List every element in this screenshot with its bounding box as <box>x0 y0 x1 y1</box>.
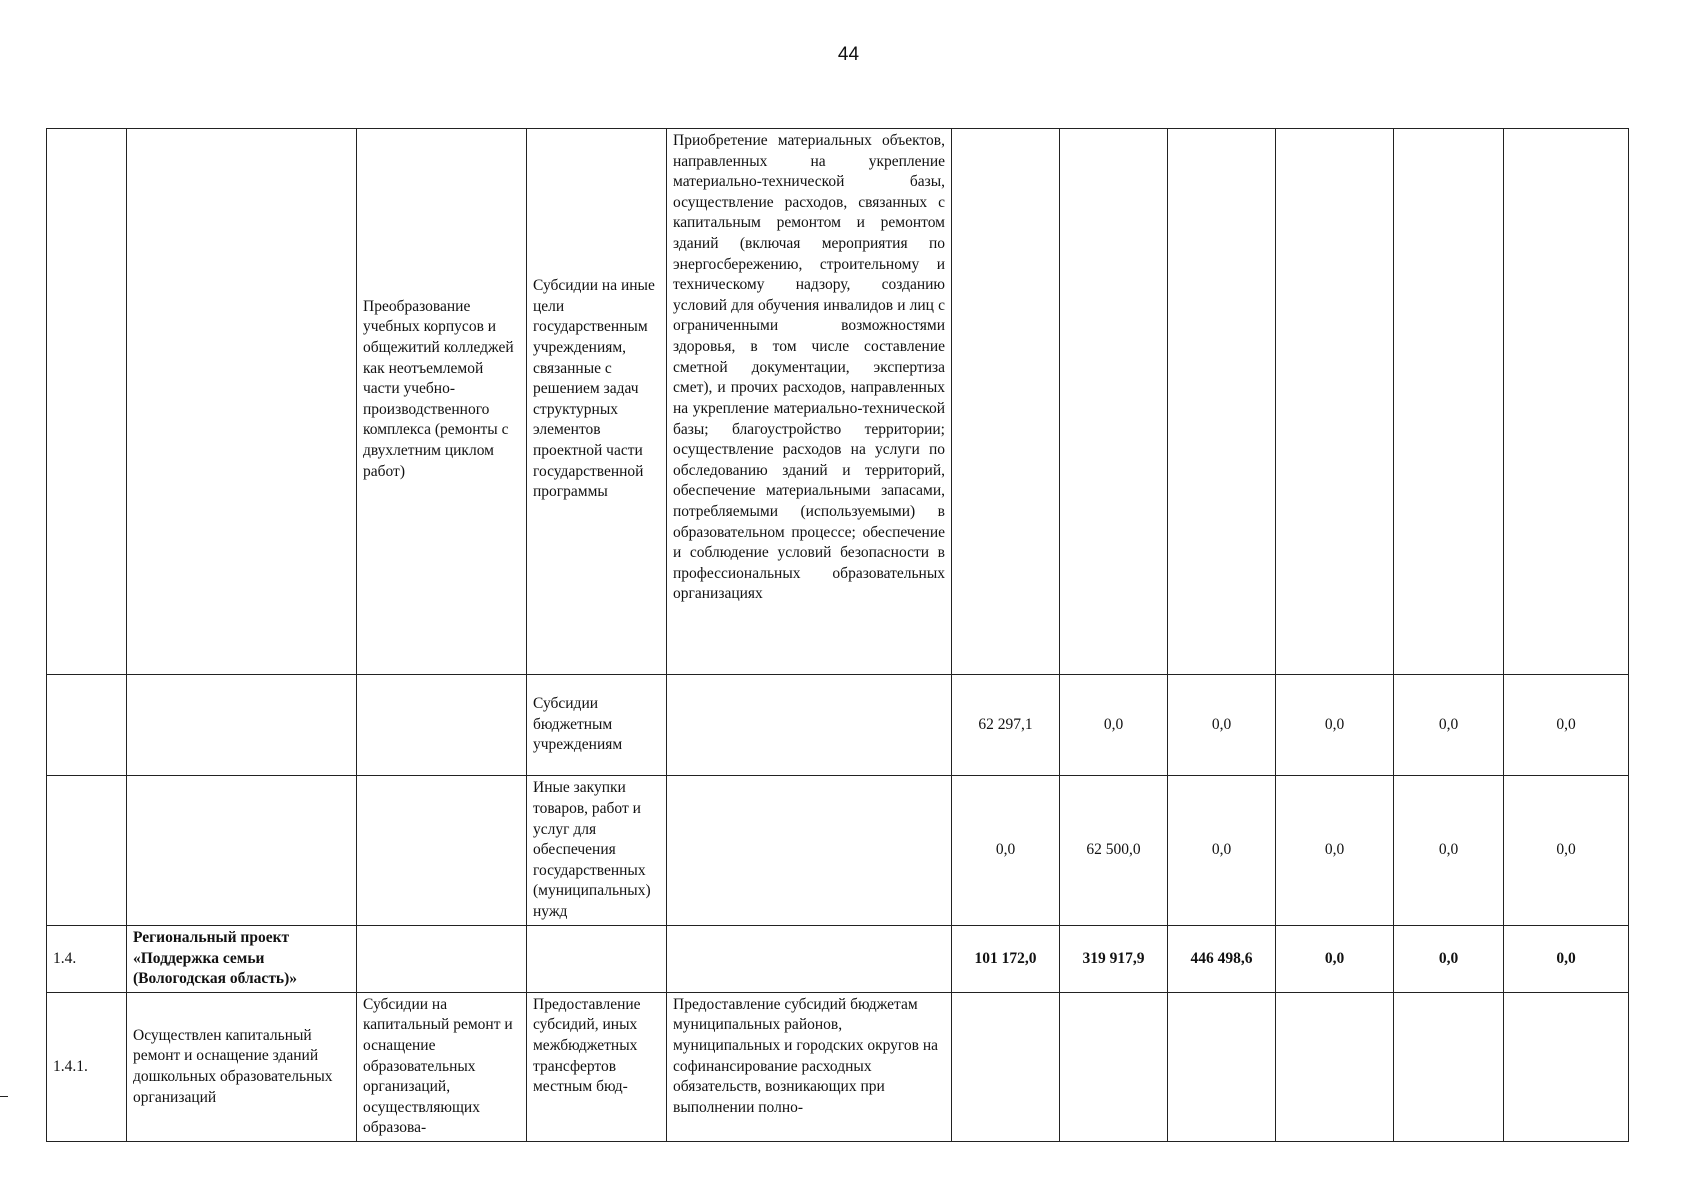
value-cell: 0,0 <box>1504 776 1629 926</box>
value-cell <box>1168 992 1276 1141</box>
row-number-cell <box>47 675 127 776</box>
value-cell: 0,0 <box>952 776 1060 926</box>
value-cell: 0,0 <box>1276 776 1394 926</box>
project-name-cell <box>127 776 357 926</box>
value-cell <box>1168 129 1276 675</box>
margin-mark <box>0 1096 8 1097</box>
row-number-cell <box>47 129 127 675</box>
expense-type-cell: Субсидии бюджетным учреждениям <box>527 675 667 776</box>
row-number-cell <box>47 776 127 926</box>
value-cell: 0,0 <box>1504 926 1629 993</box>
value-cell: 101 172,0 <box>952 926 1060 993</box>
project-name-cell <box>127 675 357 776</box>
row-number-cell: 1.4.1. <box>47 992 127 1141</box>
value-cell: 0,0 <box>1394 926 1504 993</box>
value-cell <box>1276 129 1394 675</box>
purpose-cell <box>667 926 952 993</box>
purpose-cell <box>667 776 952 926</box>
expense-type-text: Субсидии на иные цели государственным учреждениям, связанные с решением задач структурных элементов проектной части государственной программы <box>533 277 655 501</box>
project-name-cell: Региональный проект «Поддержка семьи (Вологодская область)» <box>127 926 357 993</box>
table-row <box>47 776 1629 926</box>
value-cell: 0,0 <box>1394 675 1504 776</box>
value-cell <box>952 129 1060 675</box>
value-cell: 0,0 <box>1168 776 1276 926</box>
object-cell: Субсидии на капитальный ремонт и оснащение образовательных организаций, осуществляющих образова- <box>357 992 527 1141</box>
table-row <box>47 992 1629 1141</box>
value-cell: 0,0 <box>1276 675 1394 776</box>
value-cell: 0,0 <box>1060 675 1168 776</box>
value-cell: 0,0 <box>1504 675 1629 776</box>
value-cell <box>1394 129 1504 675</box>
object-cell <box>357 776 527 926</box>
value-cell <box>952 992 1060 1141</box>
value-cell: 0,0 <box>1276 926 1394 993</box>
value-cell <box>1060 992 1168 1141</box>
object-text: Преобразование учебных корпусов и общежитий колледжей как неотъемлемой части учебно-производственного комплекса (ремонты с двухлетним циклом работ) <box>363 297 514 480</box>
object-cell <box>357 675 527 776</box>
expense-type-cell: Иные закупки товаров, работ и услуг для обеспечения государственных (муниципальных) нужд <box>527 776 667 926</box>
table-row <box>47 129 1629 675</box>
value-cell <box>1394 992 1504 1141</box>
project-name-cell: Осуществлен капитальный ремонт и оснащение зданий дошкольных образовательных организаций <box>127 992 357 1141</box>
value-cell <box>1276 992 1394 1141</box>
value-cell <box>1504 992 1629 1141</box>
value-cell: 62 297,1 <box>952 675 1060 776</box>
project-name-cell <box>127 129 357 675</box>
purpose-cell: Приобретение материальных объектов, направленных на укрепление материально-технической базы, осуществление расходов, связанных с капитальным ремонтом и ремонтом зданий (включая мероприятия по энергосбережению, строительному и техническому надзору, созданию условий для обучения инвалидов и лиц с ограниченными возможностями здоровья, в том числе составление сметной документации, экспертиза смет), и прочих расходов, направленных на укрепление материально-технической базы; благоустройство территории; осуществление расходов на услуги по обследованию зданий и территорий, обеспечение материальными запасами, потребляемыми (используемыми) в образовательном процессе; обеспечение и соблюдение условий безопасности в профессиональных образовательных организациях <box>667 129 952 675</box>
value-cell: 0,0 <box>1394 776 1504 926</box>
expense-type-cell <box>527 129 667 675</box>
value-cell <box>1060 129 1168 675</box>
budget-table <box>46 128 1629 1142</box>
value-cell: 62 500,0 <box>1060 776 1168 926</box>
purpose-cell: Предоставление субсидий бюджетам муниципальных районов, муниципальных и городских округов на софинансирование расходных обязательств, возникающих при выполнении полно- <box>667 992 952 1141</box>
page-number: 44 <box>837 44 860 65</box>
value-cell: 446 498,6 <box>1168 926 1276 993</box>
value-cell <box>1504 129 1629 675</box>
purpose-cell <box>667 675 952 776</box>
value-cell: 319 917,9 <box>1060 926 1168 993</box>
table-row <box>47 926 1629 993</box>
row-number-cell: 1.4. <box>47 926 127 993</box>
expense-type-cell <box>527 926 667 993</box>
value-cell: 0,0 <box>1168 675 1276 776</box>
object-cell <box>357 129 527 675</box>
object-cell <box>357 926 527 993</box>
table-row <box>47 675 1629 776</box>
expense-type-cell: Предоставление субсидий, иных межбюджетных трансфертов местным бюд- <box>527 992 667 1141</box>
